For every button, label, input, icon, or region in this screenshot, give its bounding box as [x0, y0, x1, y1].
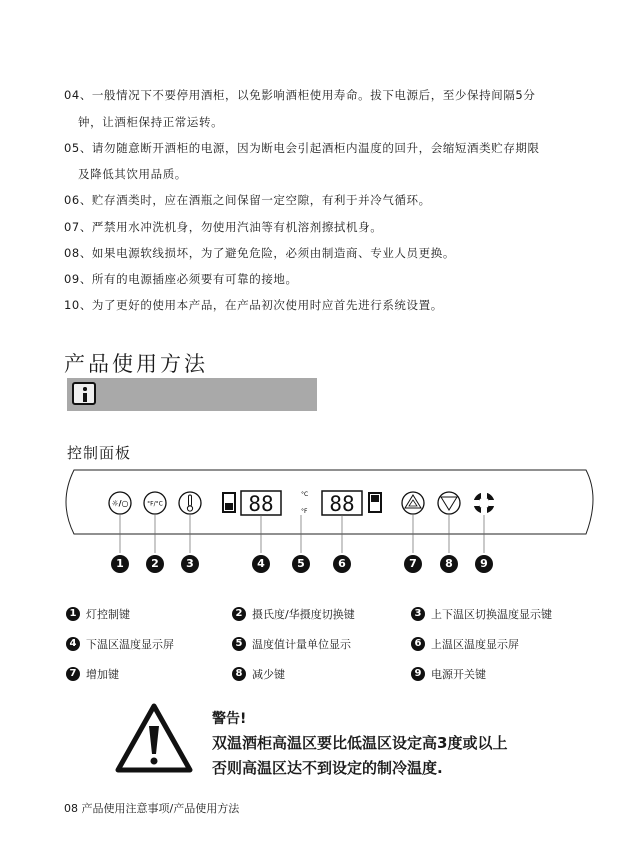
- legend-item-2: 2 摄氏度/华摄度切换键: [232, 606, 355, 622]
- note-05: 05、请勿随意断开酒柜的电源，因为断电会引起酒柜内温度的回升，会缩短酒类贮存期限: [64, 141, 540, 155]
- callout-9: 9: [475, 555, 493, 573]
- callout-7: 7: [404, 555, 422, 573]
- legend-item-4: 4 下温区温度显示屏: [66, 636, 174, 652]
- svg-text:☼/○: ☼/○: [111, 499, 129, 508]
- legend-item-5: 5 温度值计量单位显示: [232, 636, 351, 652]
- callout-6: 6: [333, 555, 351, 573]
- light-button[interactable]: [109, 492, 131, 514]
- note-08: 08、如果电源软线损坏，为了避免危险，必须由制造商、专业人员更换。: [64, 246, 455, 260]
- callout-3: 3: [181, 555, 199, 573]
- page-footer: 08 产品使用注意事项/产品使用方法: [64, 802, 240, 815]
- note-04: 04、一般情况下不要停用酒柜，以免影响酒柜使用寿命。拔下电源后，至少保持间隔5分: [64, 88, 536, 102]
- leader-lines: [60, 515, 600, 555]
- zone-switch-button[interactable]: [179, 492, 201, 514]
- note-07: 07、严禁用水冲洗机身，勿使用汽油等有机溶剂擦拭机身。: [64, 220, 383, 234]
- unit-c-indicator: °C: [301, 491, 309, 498]
- callout-8: 8: [440, 555, 458, 573]
- note-05-cont: 及降低其饮用品质。: [78, 167, 187, 181]
- info-bar: [67, 378, 317, 411]
- callout-2: 2: [146, 555, 164, 573]
- legend-item-6: 6 上温区温度显示屏: [411, 636, 519, 652]
- upper-zone-digits: 88: [329, 492, 355, 516]
- note-10: 10、为了更好的使用本产品，在产品初次使用时应首先进行系统设置。: [64, 298, 443, 312]
- note-06: 06、贮存酒类时，应在酒瓶之间保留一定空隙，有利于并冷气循环。: [64, 193, 431, 207]
- legend-item-9: 9 电源开关键: [411, 666, 486, 682]
- warning-title: 警告!: [212, 711, 247, 727]
- upper-zone-icon: [369, 493, 381, 512]
- warning-icon: [114, 702, 194, 774]
- increase-button[interactable]: [402, 492, 424, 514]
- callout-5: 5: [292, 555, 310, 573]
- power-button[interactable]: [472, 491, 496, 515]
- unit-toggle-label: °F/°C: [147, 500, 163, 508]
- unit-f-indicator: °F: [301, 508, 308, 515]
- note-04-cont: 钟，让酒柜保持正常运转。: [78, 115, 224, 129]
- legend-item-1: 1 灯控制键: [66, 606, 130, 622]
- subsection-title: 控制面板: [67, 444, 132, 462]
- legend-item-3: 3 上下温区切换温度显示键: [411, 606, 552, 622]
- callout-1: 1: [111, 555, 129, 573]
- lower-zone-icon: [223, 493, 235, 512]
- callout-4: 4: [252, 555, 270, 573]
- warning-line-1: 双温酒柜高温区要比低温区设定高3度或以上: [212, 734, 508, 752]
- info-icon: [72, 382, 96, 405]
- legend-item-7: 7 增加键: [66, 666, 119, 682]
- lower-zone-digits: 88: [248, 492, 274, 516]
- note-09: 09、所有的电源插座必须要有可靠的接地。: [64, 272, 298, 286]
- legend-item-8: 8 减少键: [232, 666, 285, 682]
- decrease-button[interactable]: [438, 492, 460, 514]
- warning-line-2: 否则高温区达不到设定的制冷温度.: [212, 759, 443, 777]
- unit-toggle-button[interactable]: [144, 492, 166, 514]
- section-title: 产品使用方法: [64, 352, 208, 376]
